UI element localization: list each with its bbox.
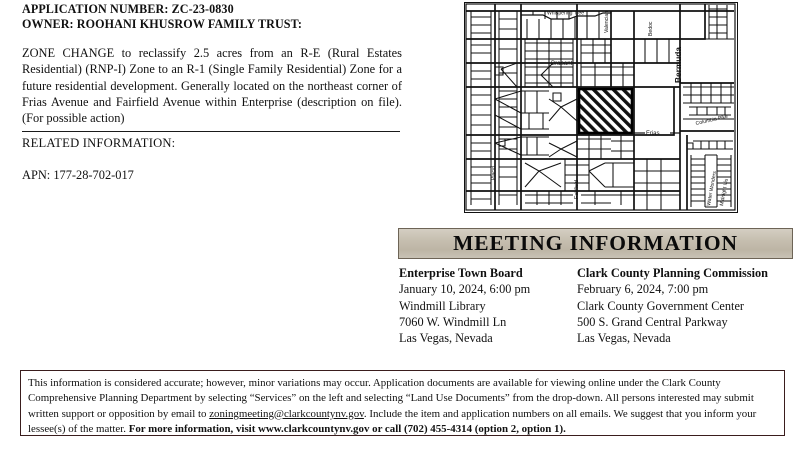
disclaimer-contact-info: For more information, visit www.clarkcountynv.gov or call (702) 455-4314 (option 2, option 1). bbox=[128, 422, 566, 435]
meeting-city-state: Las Vegas, Nevada bbox=[399, 331, 493, 346]
meeting-information-title: MEETING INFORMATION bbox=[453, 231, 738, 255]
zoning-meeting-email-link[interactable]: zoningmeeting@clarkcountynv.gov bbox=[209, 407, 364, 420]
meeting-city-state: Las Vegas, Nevada bbox=[577, 331, 671, 346]
application-number: APPLICATION NUMBER: ZC-23-0830 bbox=[22, 2, 234, 16]
map-label-bedoc: Bedoc bbox=[648, 21, 654, 36]
meeting-venue: Clark County Government Center bbox=[577, 298, 744, 313]
map-label-water-wonders: Water Wonders bbox=[706, 170, 719, 207]
map-label-placid: Placid bbox=[491, 166, 497, 180]
section-divider bbox=[22, 131, 400, 132]
parcel-location-map bbox=[464, 2, 738, 213]
meeting-datetime: January 10, 2024, 6:00 pm bbox=[399, 282, 531, 297]
map-label-brabant: Brabant bbox=[551, 60, 573, 67]
meeting-venue: Windmill Library bbox=[399, 298, 486, 313]
meeting-entry-planning-commission bbox=[577, 265, 795, 346]
disclaimer-part-2: . Include the item and application numbers on all emails. We suggest that you inform your lessee(s) of the matter. bbox=[28, 407, 757, 435]
meeting-name: Enterprise Town Board bbox=[399, 266, 523, 280]
disclaimer-box bbox=[20, 370, 785, 436]
map-label-frias: Frias bbox=[646, 130, 660, 137]
zone-change-description: ZONE CHANGE to reclassify 2.5 acres from an R-E (Rural Estates Residential) (RNP-I) Zone to an R-1 (Single Family Residential) Zone for a future residential development. Generally located on the northeast corner of Frias Avenue and Fairfield Avenue within Enterprise (description on file). (For possible action) bbox=[22, 46, 402, 126]
map-label-bermuda: Bermuda bbox=[673, 47, 683, 83]
meeting-name: Clark County Planning Commission bbox=[577, 266, 768, 280]
meeting-address: 500 S. Grand Central Parkway bbox=[577, 314, 728, 329]
disclaimer-text bbox=[28, 376, 777, 437]
meeting-address: 7060 W. Windmill Ln bbox=[399, 314, 507, 329]
application-details bbox=[22, 2, 402, 127]
map-label-valencian: Valencian bbox=[604, 11, 610, 33]
map-svg bbox=[465, 3, 736, 211]
map-label-midnight-iris: Midnight Iris bbox=[719, 178, 730, 207]
meeting-datetime: February 6, 2024, 7:00 pm bbox=[577, 282, 709, 297]
apn-value: APN: 177-28-702-017 bbox=[22, 168, 134, 182]
meeting-list bbox=[399, 265, 795, 346]
disclaimer-part-1: This information is considered accurate; however, minor variations may occur. Application documents are available for viewing online under the Clark County Comprehensive Planning Department by selecting “Services” on the left and selecting “Land Use Documents” from the drop-down. All persons interested may submit written support or opposition by email to bbox=[28, 377, 754, 420]
meeting-information-banner bbox=[398, 228, 793, 259]
map-label-fairfield: Fairfield bbox=[574, 179, 580, 199]
meeting-entry-town-board bbox=[399, 265, 577, 346]
map-label-columbia-pike: Columbia Pike bbox=[695, 113, 729, 127]
owner-name: OWNER: ROOHANI KHUSROW FAMILY TRUST: bbox=[22, 16, 302, 31]
related-information-heading: RELATED INFORMATION: bbox=[22, 136, 176, 150]
map-label-whispering-tree: Whispering Tree bbox=[547, 10, 585, 17]
